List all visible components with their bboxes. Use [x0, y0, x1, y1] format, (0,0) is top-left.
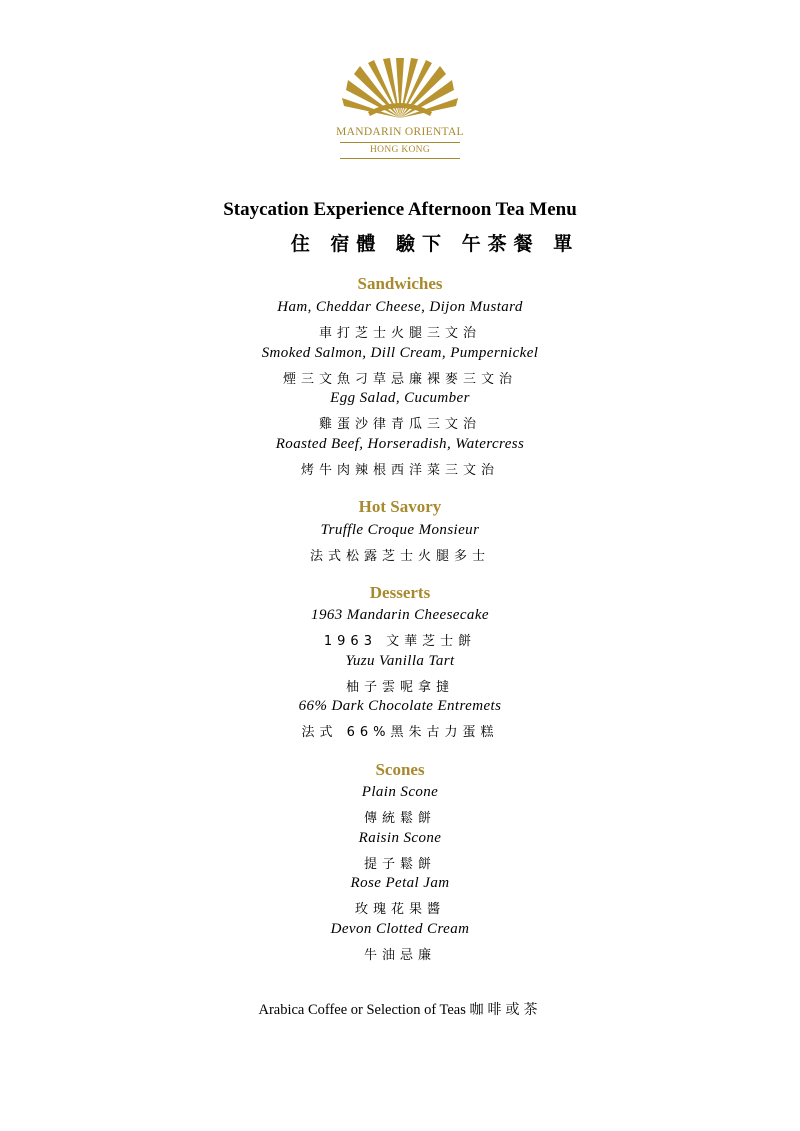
brand-divider	[340, 142, 460, 143]
menu-title: Staycation Experience Afternoon Tea Menu	[223, 199, 577, 220]
mandarin-oriental-fan-logo	[338, 58, 462, 120]
brand-location: HONG KONG	[370, 145, 430, 155]
section-heading-sandwiches: Sandwiches	[357, 274, 443, 293]
menu-item-zh: 車打芝士火腿三文治	[318, 326, 481, 341]
menu-item-en: Yuzu Vanilla Tart	[345, 653, 455, 669]
menu-item-zh: 傳統鬆餅	[363, 811, 436, 826]
menu-item-en: Smoked Salmon, Dill Cream, Pumpernickel	[261, 345, 539, 361]
menu-item-en: Raisin Scone	[358, 830, 442, 846]
brand-name: MANDARIN ORIENTAL	[336, 126, 464, 138]
menu-item-zh: 玫瑰花果醬	[354, 902, 445, 917]
menu-item-zh: 柚子雲呢拿撻	[345, 680, 454, 695]
menu-item-zh: 雞蛋沙律青瓜三文治	[318, 417, 481, 432]
beverage-note-zh: 咖啡或茶	[469, 1002, 542, 1018]
section-heading-scones: Scones	[375, 760, 425, 779]
brand-divider	[340, 158, 460, 159]
menu-item-en: Plain Scone	[361, 784, 439, 800]
menu-item-en: Rose Petal Jam	[350, 875, 450, 891]
menu-item-en: Ham, Cheddar Cheese, Dijon Mustard	[277, 299, 523, 315]
menu-item-en: Truffle Croque Monsieur	[320, 522, 480, 538]
menu-item-zh: 1963 文華芝士餅	[323, 634, 477, 649]
menu-item-en: Roasted Beef, Horseradish, Watercress	[275, 436, 525, 452]
beverage-note-en: Arabica Coffee or Selection of Teas	[258, 1002, 466, 1018]
section-heading-desserts: Desserts	[369, 583, 431, 602]
menu-item-en: 1963 Mandarin Cheesecake	[311, 607, 489, 623]
menu-item-zh: 烤牛肉辣根西洋菜三文治	[300, 463, 499, 478]
menu-item-zh: 法式松露芝士火腿多士	[309, 549, 490, 564]
menu-item-zh: 法式 66%黑朱古力蛋糕	[301, 725, 499, 740]
menu-item-en: Egg Salad, Cucumber	[330, 390, 470, 406]
menu-item-zh: 提子鬆餅	[363, 857, 436, 872]
beverage-note	[0, 999, 800, 1019]
menu-title-chinese: 住 宿體 驗下 午茶餐 單	[290, 233, 580, 255]
menu-item-zh: 煙三文魚刁草忌廉裸麥三文治	[282, 372, 517, 387]
menu-item-en: Devon Clotted Cream	[330, 921, 470, 937]
menu-item-zh: 牛油忌廉	[363, 948, 436, 963]
section-heading-hot-savory: Hot Savory	[358, 497, 442, 516]
fan-icon	[338, 58, 462, 120]
menu-item-en: 66% Dark Chocolate Entremets	[298, 698, 502, 714]
